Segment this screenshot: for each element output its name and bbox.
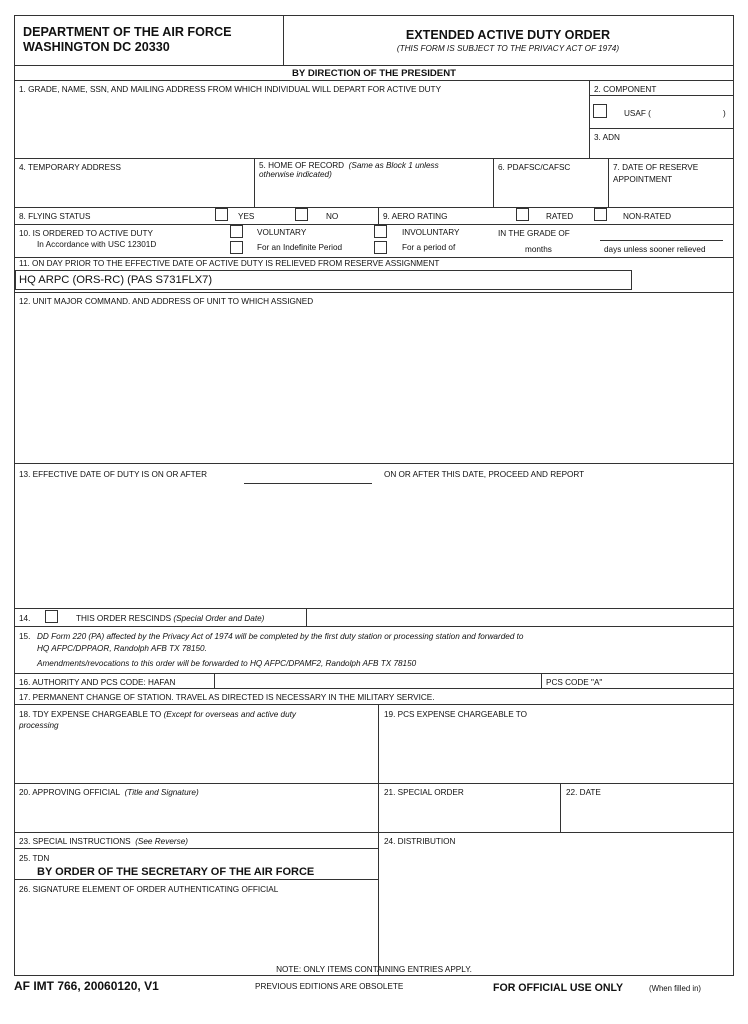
block25-bottom [14, 879, 379, 880]
block15-line1: DD Form 220 (PA) affected by the Privacy Act of 1974 will be completed by the first duty station or processing station and forwarded to [37, 632, 524, 641]
flying-yes-label: YES [238, 212, 255, 221]
block21-label: 21. SPECIAL ORDER [384, 788, 464, 797]
block15-bottom [14, 673, 734, 674]
period-checkbox[interactable] [374, 241, 387, 254]
flying-yes-checkbox[interactable] [215, 208, 228, 221]
block14-divider [306, 608, 307, 626]
block7-divider [608, 158, 609, 207]
block13-bottom [14, 608, 734, 609]
secretary-order-line: BY ORDER OF THE SECRETARY OF THE AIR FORCE [37, 866, 315, 878]
block18-note2: processing [19, 721, 59, 730]
frame-top [14, 15, 734, 16]
official-use: FOR OFFICIAL USE ONLY [493, 982, 624, 994]
block10-grade-line [600, 240, 723, 241]
block23-label-text: 23. SPECIAL INSTRUCTIONS [19, 837, 131, 846]
block11-value: HQ ARPC (ORS-RC) (PAS S731FLX7) [19, 274, 213, 286]
block5-note2: otherwise indicated) [259, 170, 332, 179]
block7-label1: 7. DATE OF RESERVE [613, 163, 699, 172]
block12-label: 12. UNIT MAJOR COMMAND. AND ADDRESS OF UNIT TO WHICH ASSIGNED [19, 297, 314, 306]
flying-no-checkbox[interactable] [295, 208, 308, 221]
voluntary-checkbox[interactable] [230, 225, 243, 238]
block9-divider [378, 207, 379, 224]
block13-after: ON OR AFTER THIS DATE, PROCEED AND REPORT [384, 470, 585, 479]
block14-note: (Special Order and Date) [173, 614, 265, 623]
block16-divider [214, 673, 215, 688]
when-filled: (When filled in) [649, 984, 701, 993]
block20-label-text: 20. APPROVING OFFICIAL [19, 788, 121, 797]
block10-label: 10. IS ORDERED TO ACTIVE DUTY [19, 229, 153, 238]
block10-sub: In Accordance with USC 12301D [37, 240, 157, 249]
block11-label: 11. ON DAY PRIOR TO THE EFFECTIVE DATE OF ACTIVE DUTY IS RELIEVED FROM RESERVE ASSIGNMENT [19, 259, 440, 268]
previous-editions: PREVIOUS EDITIONS ARE OBSOLETE [255, 982, 404, 991]
rescinds-checkbox[interactable] [45, 610, 58, 623]
department-line2: WASHINGTON DC 20330 [23, 40, 170, 54]
block25-label: 25. TDN [19, 854, 50, 863]
months-label: months [525, 245, 552, 254]
indefinite-checkbox[interactable] [230, 241, 243, 254]
block4-bottom [14, 207, 734, 208]
block5-note1: (Same as Block 1 unless [348, 161, 439, 170]
rated-label: RATED [546, 212, 574, 221]
block9-label: 9. AERO RATING [383, 212, 448, 221]
involuntary-label: INVOLUNTARY [402, 228, 460, 237]
block15-line2: HQ AFPC/DPPAOR, Randolph AFB TX 78150. [37, 644, 207, 653]
flying-no-label: NO [326, 212, 339, 221]
block7-label2: APPOINTMENT [613, 175, 673, 184]
block18-label-text: 18. TDY EXPENSE CHARGEABLE TO [19, 710, 162, 719]
non-rated-label: NON-RATED [623, 212, 672, 221]
block15-line3: Amendments/revocations to this order will be forwarded to HQ AFPC/DPAMF2, Randolph AFB TX 78150 [37, 659, 417, 668]
block3-top [589, 128, 734, 129]
non-rated-checkbox[interactable] [594, 208, 607, 221]
usaf-close-paren: ) [723, 109, 726, 118]
block23-label [19, 837, 188, 847]
form-title: EXTENDED ACTIVE DUTY ORDER [405, 28, 611, 42]
department-line1: DEPARTMENT OF THE AIR FORCE [23, 25, 232, 39]
direction-bottom [14, 80, 734, 81]
direction-line: BY DIRECTION OF THE PRESIDENT [292, 68, 456, 79]
block14-label [76, 614, 264, 624]
frame-bottom [14, 975, 734, 976]
block22-divider [560, 783, 561, 832]
form-id: AF IMT 766, 20060120, V1 [14, 979, 159, 993]
block5-divider [254, 158, 255, 207]
block5-label-text: 5. HOME OF RECORD [259, 161, 345, 170]
block1-label: 1. GRADE, NAME, SSN, AND MAILING ADDRESS FROM WHICH INDIVIDUAL WILL DEPART FOR ACTIVE DUTY [19, 85, 442, 94]
block22-label: 22. DATE [566, 788, 601, 797]
block8-label: 8. FLYING STATUS [19, 212, 91, 221]
block14-bottom [14, 626, 734, 627]
header-bottom [14, 65, 734, 66]
block15-num: 15. [19, 632, 31, 641]
block16-label: 16. AUTHORITY AND PCS CODE: HAFAN [19, 678, 176, 687]
footer-note: NOTE: ONLY ITEMS CONTAINING ENTRIES APPLY. [276, 965, 472, 974]
block24-label: 24. DISTRIBUTION [384, 837, 456, 846]
block17-bottom [14, 704, 734, 705]
block18-note1: (Except for overseas and active duty [163, 710, 296, 719]
block18-bottom [14, 783, 734, 784]
block14-label-text: THIS ORDER RESCINDS [76, 614, 172, 623]
block13-label: 13. EFFECTIVE DATE OF DUTY IS ON OR AFTER [19, 470, 208, 479]
block26-label: 26. SIGNATURE ELEMENT OF ORDER AUTHENTICATING OFFICIAL [19, 885, 279, 894]
voluntary-label: VOLUNTARY [257, 228, 307, 237]
block11-bottom [14, 292, 734, 293]
rated-checkbox[interactable] [516, 208, 529, 221]
block20-label [19, 788, 199, 798]
lower-column-divider [378, 704, 379, 976]
block2-label: 2. COMPONENT [594, 85, 657, 94]
block1-bottom [14, 158, 734, 159]
block17-label: 17. PERMANENT CHANGE OF STATION. TRAVEL AS DIRECTED IS NECESSARY IN THE MILITARY SERVICE. [19, 693, 435, 702]
usaf-label: USAF ( [624, 109, 651, 118]
block20-note: (Title and Signature) [124, 788, 199, 797]
block4-label: 4. TEMPORARY ADDRESS [19, 163, 121, 172]
privacy-note: (THIS FORM IS SUBJECT TO THE PRIVACY ACT OF 1974) [396, 44, 620, 53]
block11-input[interactable] [15, 270, 632, 290]
block23-note: (See Reverse) [135, 837, 188, 846]
block13-date-line [244, 483, 372, 484]
block2-divider [589, 80, 590, 158]
block20-bottom [14, 832, 734, 833]
indefinite-label: For an Indefinite Period [257, 243, 343, 252]
block6-label: 6. PDAFSC/CAFSC [498, 163, 571, 172]
pcs-code-label: PCS CODE "A" [546, 678, 603, 687]
block12-bottom [14, 463, 734, 464]
block3-label: 3. ADN [594, 133, 620, 142]
block2-sub-line [589, 95, 734, 96]
block18-label [19, 710, 296, 720]
block19-label: 19. PCS EXPENSE CHARGEABLE TO [384, 710, 528, 719]
block23-bottom [14, 848, 379, 849]
block10-bottom [14, 257, 734, 258]
period-label: For a period of [402, 243, 456, 252]
block14-num: 14. [19, 614, 31, 623]
usaf-checkbox[interactable] [593, 104, 607, 118]
involuntary-checkbox[interactable] [374, 225, 387, 238]
grade-label: IN THE GRADE OF [498, 229, 570, 238]
block16-bottom [14, 688, 734, 689]
block6-divider [493, 158, 494, 207]
days-label: days unless sooner relieved [604, 245, 706, 254]
block16-pcs-divider [541, 673, 542, 688]
